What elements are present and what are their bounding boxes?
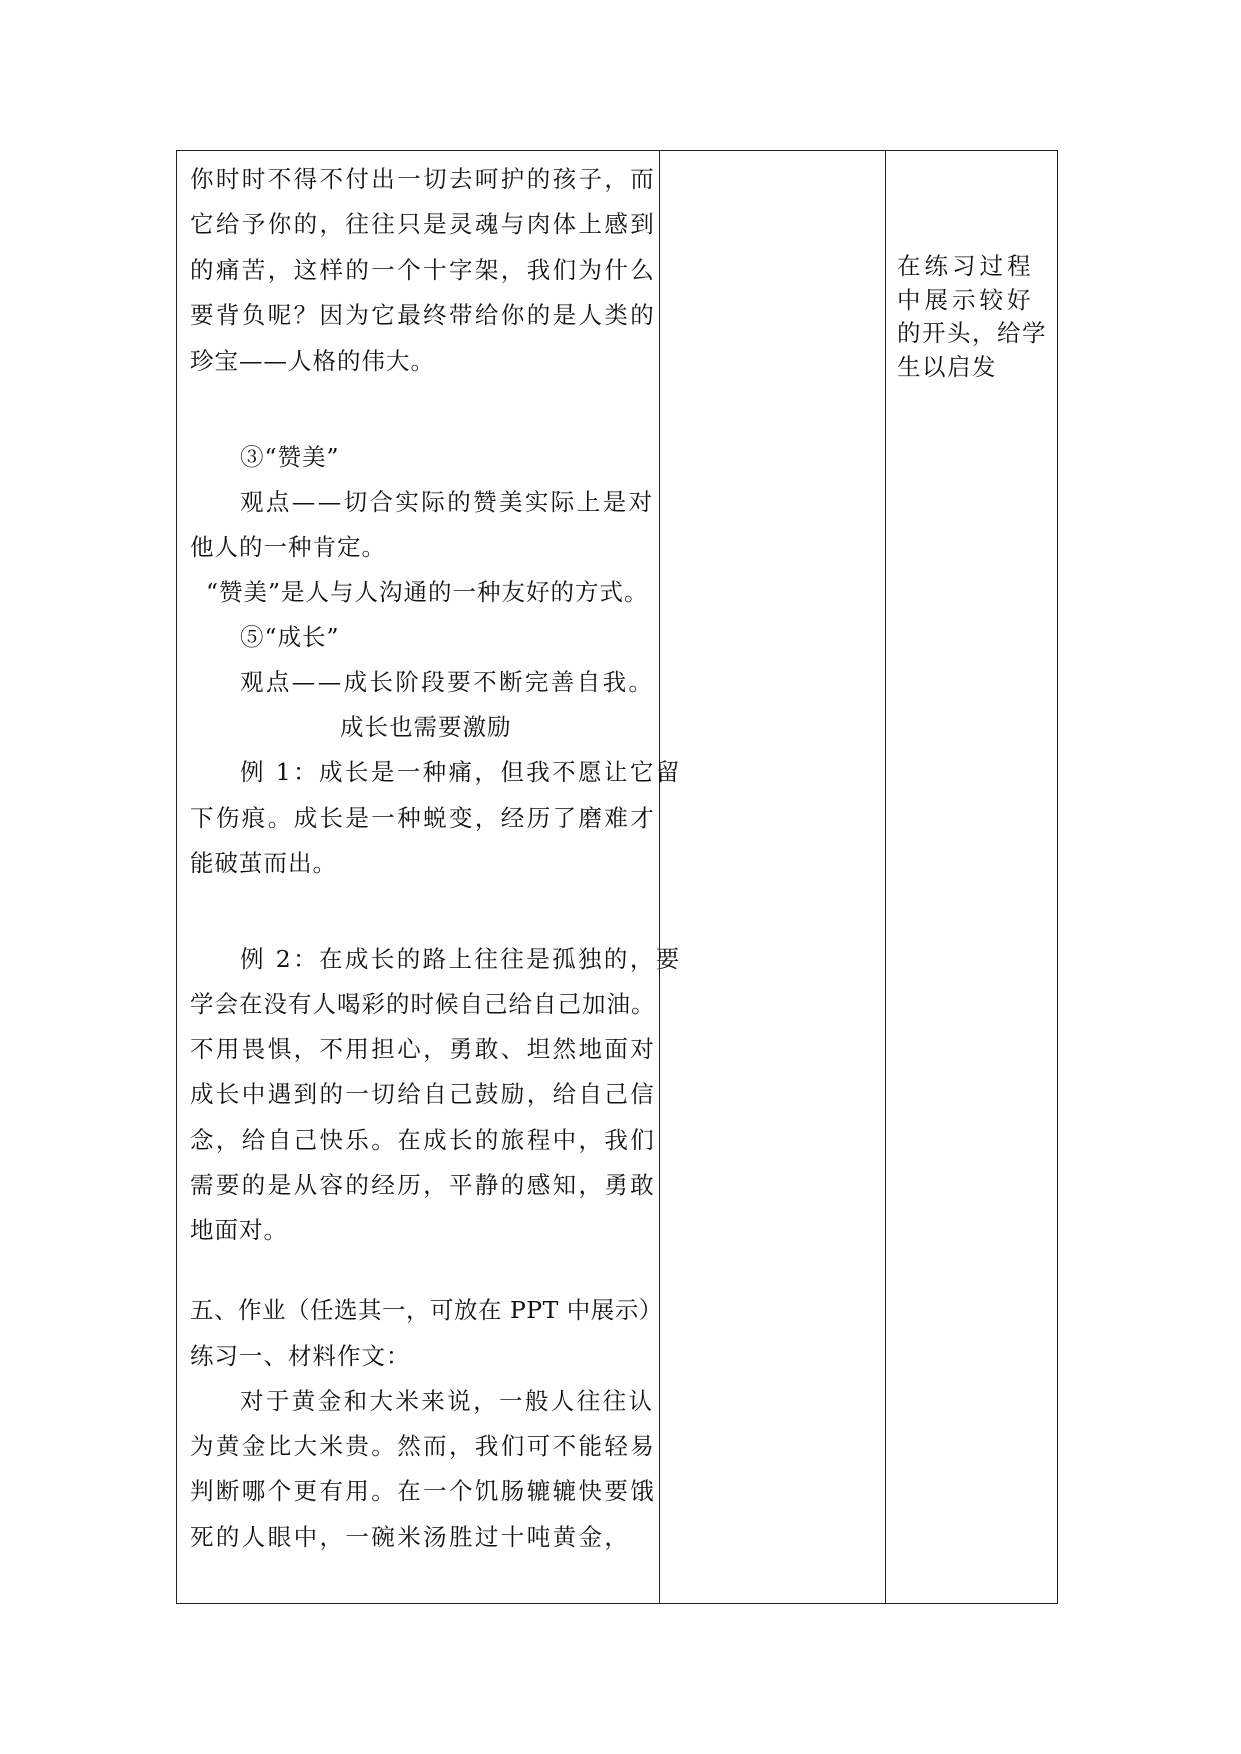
column-divider-notes [885, 151, 886, 1603]
content-line: 珍宝——人格的伟大。 [190, 347, 435, 375]
note-line: 的开头，给学 [897, 319, 1047, 347]
content-line: 要背负呢？因为它最终带给你的是人类的 [190, 301, 657, 329]
example-line: 念，给自己快乐。在成长的旅程中，我们 [190, 1126, 657, 1154]
content-line: 观点——切合实际的赞美实际上是对 [240, 488, 655, 516]
content-line: “赞美”是人与人沟通的一种友好的方式。 [206, 578, 649, 606]
content-line: 他人的一种肯定。 [190, 533, 386, 561]
note-line: 在练习过程 [897, 252, 1035, 280]
content-line: 你时时不得不付出一切去呵护的孩子，而 [190, 165, 657, 193]
material-line: 为黄金比大米贵。然而，我们可不能轻易 [190, 1432, 657, 1460]
exercise-heading: 练习一、材料作文： [190, 1342, 411, 1370]
example-line: 例 1：成长是一种痛，但我不愿让它留 [240, 758, 682, 786]
note-line: 中展示较好 [897, 286, 1035, 314]
example-line: 不用畏惧，不用担心，勇敢、坦然地面对 [190, 1035, 657, 1063]
example-line: 地面对。 [190, 1216, 288, 1244]
content-line: 它给予你的，往往只是灵魂与肉体上感到 [190, 210, 657, 238]
example-line: 学会在没有人喝彩的时候自己给自己加油。 [190, 990, 656, 1018]
content-line: 观点——成长阶段要不断完善自我。 [240, 668, 655, 696]
section-heading-growth: ⑤“成长” [240, 623, 340, 651]
example-line: 下伤痕。成长是一种蜕变，经历了磨难才 [190, 804, 657, 832]
section-heading-praise: ③“赞美” [240, 443, 340, 471]
content-line: 成长也需要激励 [340, 713, 512, 741]
example-line: 例 2：在成长的路上往往是孤独的，要 [240, 945, 682, 973]
material-line: 死的人眼中，一碗米汤胜过十吨黄金， [190, 1523, 631, 1551]
example-line: 能破茧而出。 [190, 849, 337, 877]
homework-heading: 五、作业（任选其一，可放在 PPT 中展示） [190, 1296, 663, 1324]
content-line: 的痛苦，这样的一个十字架，我们为什么 [190, 256, 657, 284]
material-line: 对于黄金和大米来说，一般人往往认 [240, 1387, 655, 1415]
example-line: 成长中遇到的一切给自己鼓励，给自己信 [190, 1080, 657, 1108]
column-divider-content [659, 151, 660, 1603]
note-line: 生以启发 [897, 353, 997, 381]
example-line: 需要的是从容的经历，平静的感知，勇敢 [190, 1171, 657, 1199]
material-line: 判断哪个更有用。在一个饥肠辘辘快要饿 [190, 1477, 657, 1505]
